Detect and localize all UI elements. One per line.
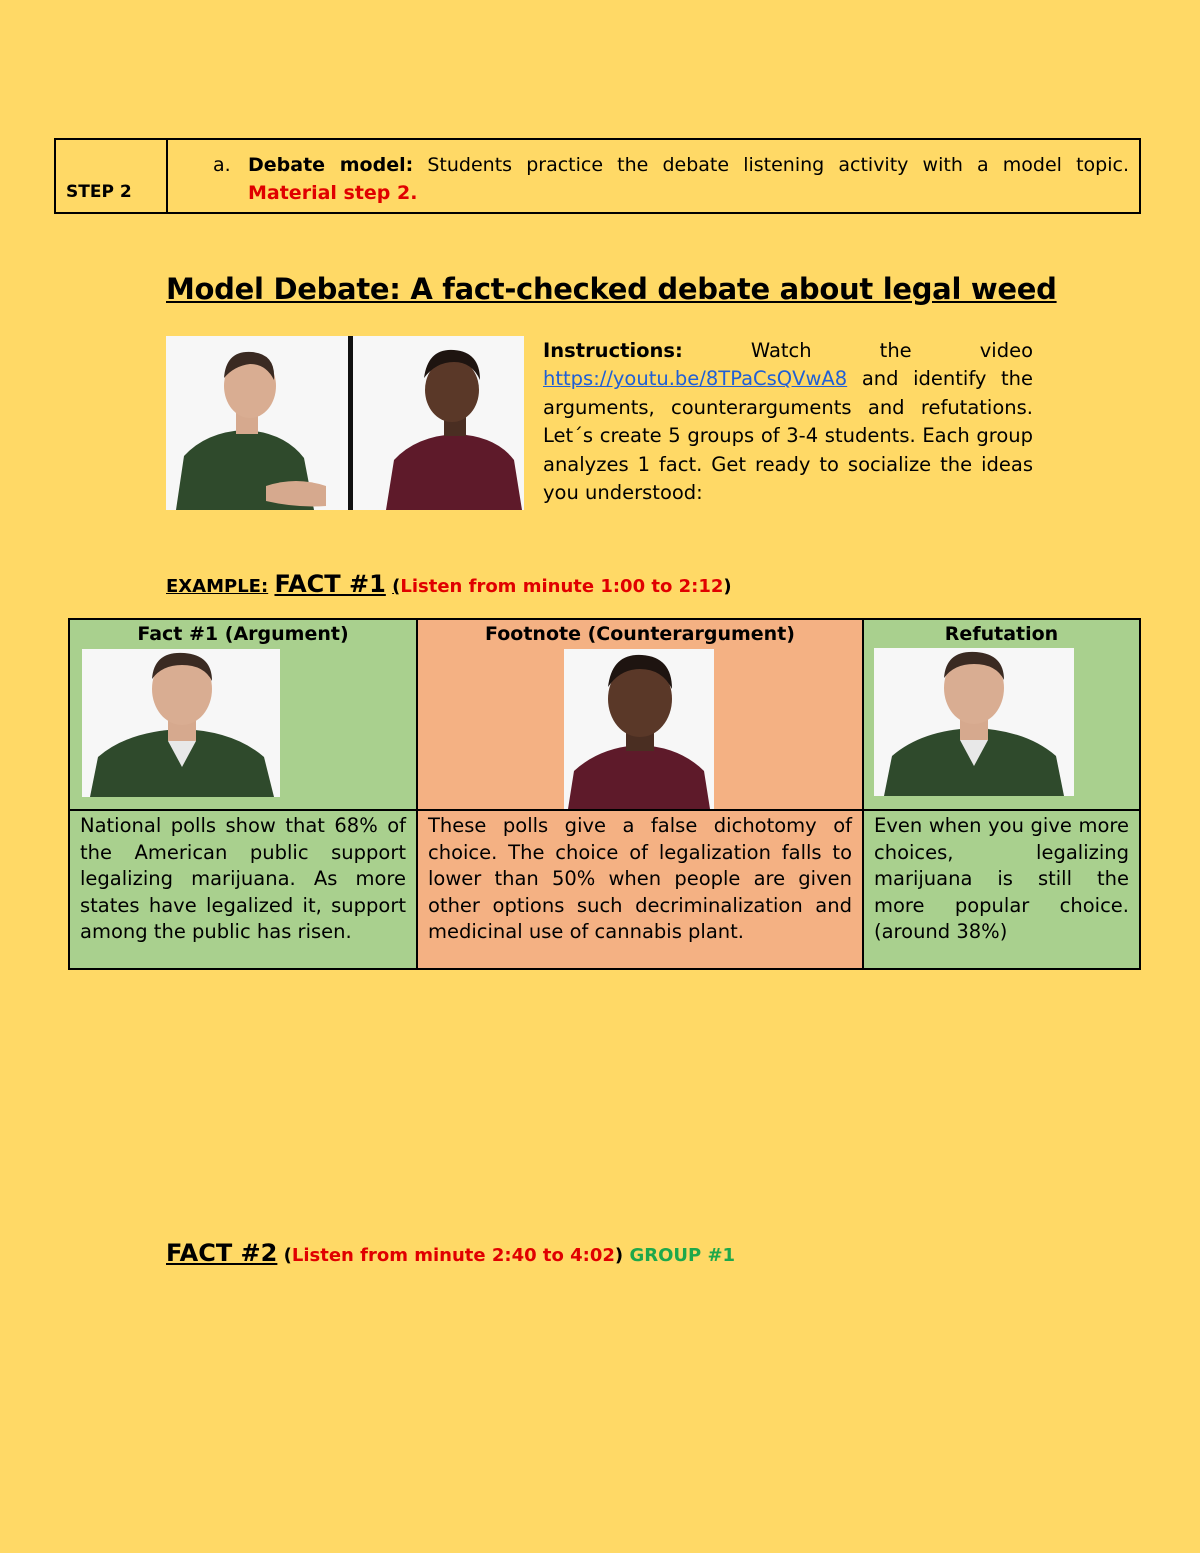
argument-speaker-photo [82, 649, 280, 797]
instructions-paragraph [543, 337, 1033, 507]
fact2-listen-range: Listen from minute 2:40 to 4:02 [291, 1245, 615, 1266]
argument-column [70, 620, 418, 968]
instructions-label: Instructions: [543, 339, 683, 362]
step-title: Debate model: [248, 154, 414, 176]
example-heading [166, 570, 732, 598]
counterargument-text: These polls give a false dichotomy of choice. The choice of legalization falls to lower than 50% when people are given other options such decriminalization and medicinal use of cannabis plant. [428, 814, 852, 943]
step-material: Material step 2. [248, 182, 418, 204]
counterargument-column [418, 620, 864, 968]
step-label-cell [56, 140, 168, 212]
page-title: Model Debate: A fact-checked debate about legal weed [166, 272, 1057, 306]
example-listen-range: Listen from minute 1:00 to 2:12 [400, 576, 724, 597]
instructions-text-before-link: Watch the video [750, 339, 1034, 362]
argument-header: Fact #1 (Argument) [137, 623, 349, 645]
refutation-header: Refutation [944, 623, 1059, 645]
argument-text: National polls show that 68% of the American public support legalizing marijuana. As more states have legalized it, support among the public has risen. [80, 814, 406, 943]
example-open-paren: ( [392, 576, 401, 597]
example-close-paren: ) [723, 576, 732, 597]
step-table [54, 138, 1141, 214]
counterargument-divider [418, 809, 862, 811]
fact2-label: FACT #2 [166, 1239, 278, 1267]
counterargument-header: Footnote (Counterargument) [485, 623, 795, 645]
step-label: STEP 2 [66, 182, 132, 202]
example-prefix: EXAMPLE: [166, 576, 269, 597]
fact2-close-paren: ) [614, 1245, 624, 1266]
argument-divider [70, 809, 416, 811]
step-content [168, 140, 1139, 212]
step-description: Students practice the debate listening activity with a model topic. [427, 154, 1129, 176]
instructions-text-after-link: and identify the arguments, counterarguments and refutations. Let´s create 5 groups of 3-4 students. Each group analyzes 1 fact. Get ready to socialize the ideas you understood: [543, 367, 1033, 505]
step-list-marker: a. [213, 154, 231, 176]
step-description-line [248, 154, 1129, 176]
refutation-speaker-photo [874, 648, 1074, 796]
counterargument-speaker-photo [564, 649, 714, 809]
debate-video-thumbnail [166, 336, 524, 510]
fact2-group: GROUP #1 [629, 1245, 736, 1266]
fact-table [68, 618, 1141, 970]
refutation-divider [864, 809, 1139, 811]
fact2-open-paren: ( [283, 1245, 292, 1266]
refutation-column [864, 620, 1139, 968]
debaters-illustration [166, 336, 524, 510]
video-link[interactable]: https://youtu.be/8TPaCsQVwA8 [543, 367, 848, 391]
refutation-text: Even when you give more choices, legalizing marijuana is still the more popular choice. (around 38%) [874, 814, 1129, 943]
example-fact: FACT #1 [274, 570, 386, 598]
fact2-heading [166, 1239, 735, 1267]
